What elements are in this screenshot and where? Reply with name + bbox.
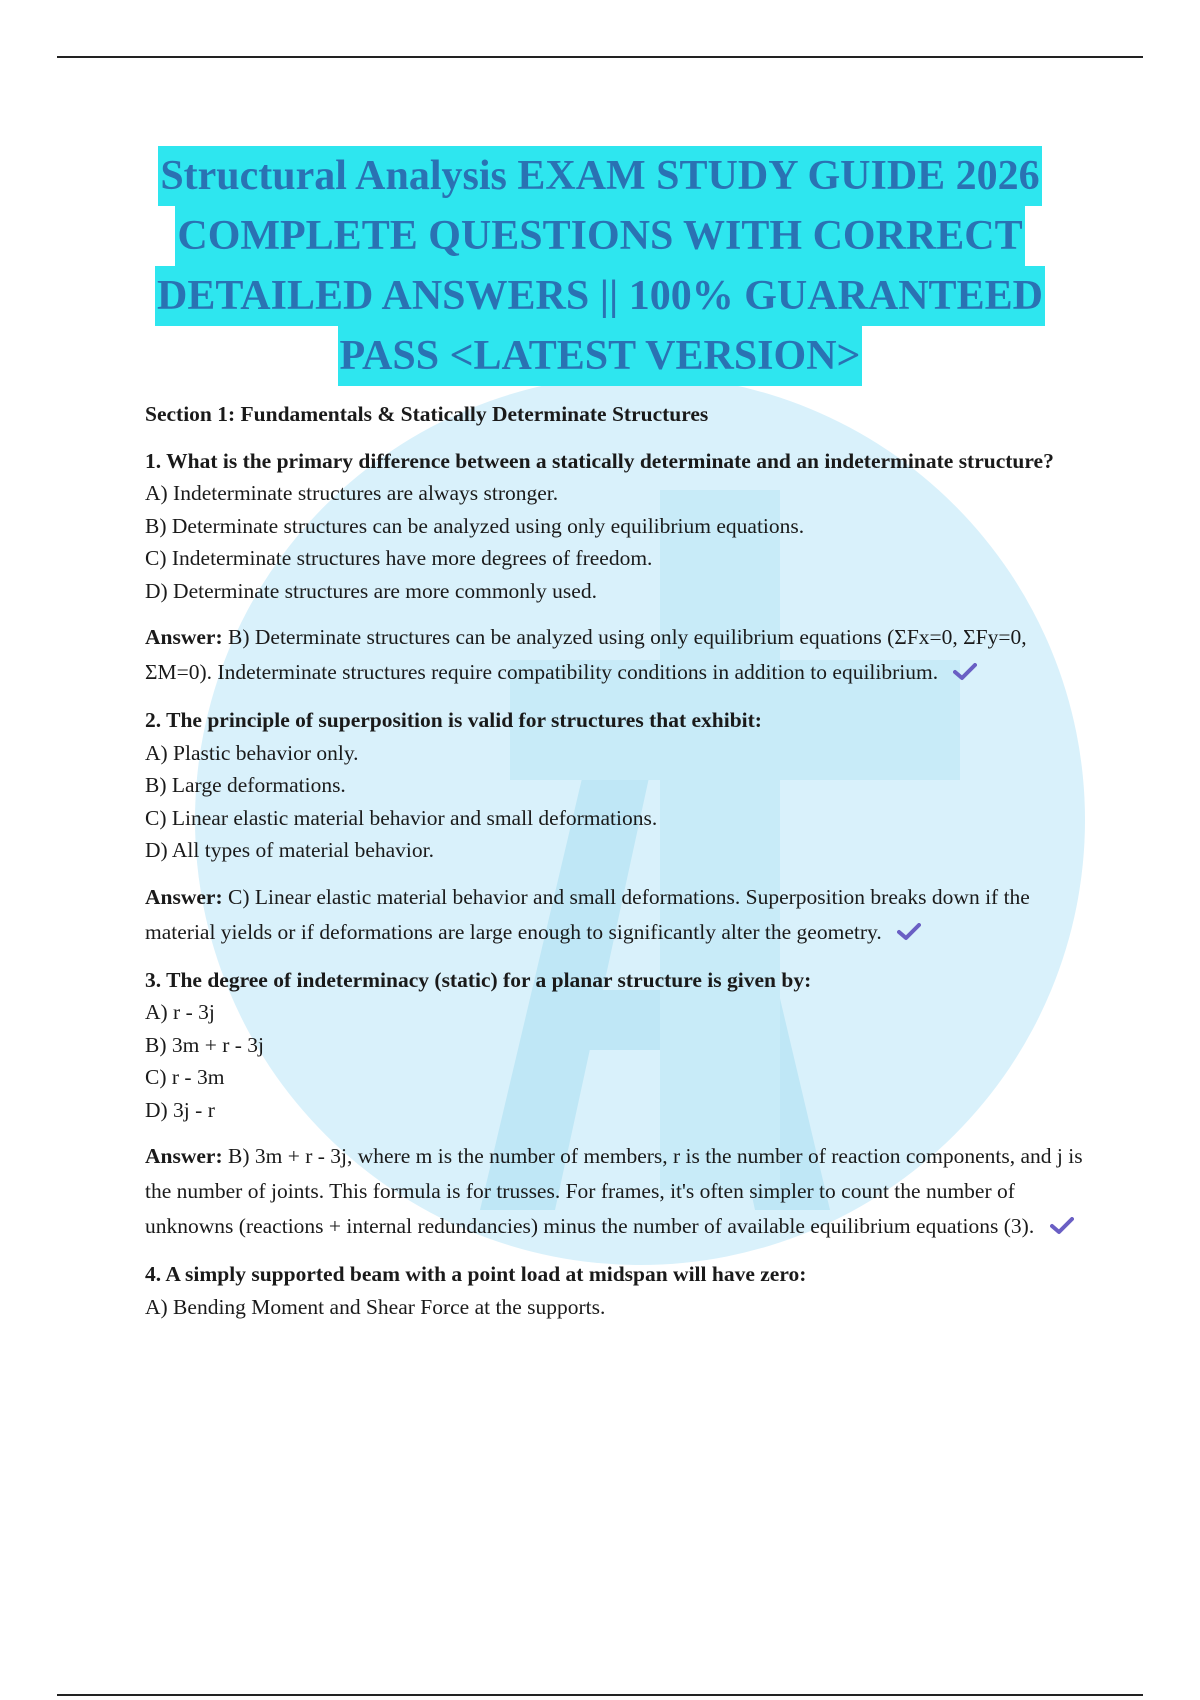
check-icon bbox=[1050, 1217, 1074, 1235]
answer-option: B) 3m + r - 3j bbox=[145, 1032, 265, 1057]
question-block bbox=[145, 445, 1090, 691]
answer-option: D) All types of material behavior. bbox=[145, 838, 434, 862]
answer-option: C) r - 3m bbox=[145, 1065, 225, 1089]
answer-paragraph bbox=[145, 1139, 1090, 1244]
check-icon bbox=[953, 663, 977, 681]
answer-option: B) Large deformations. bbox=[145, 773, 346, 797]
question-block bbox=[145, 964, 1090, 1245]
answer-label: Answer: bbox=[145, 884, 223, 909]
answer-option: C) Indeterminate structures have more degrees of freedom. bbox=[145, 546, 653, 570]
answer-option: C) Linear elastic material behavior and small deformations. bbox=[145, 805, 658, 830]
answer-label: Answer: bbox=[145, 1144, 223, 1168]
check-icon bbox=[897, 923, 921, 941]
answer-text: C) Linear elastic material behavior and small deformations. Superposition breaks down if the material yields or if deformations are large enough to significantly alter the geometry. bbox=[145, 884, 1030, 944]
title-line: Structural Analysis EXAM STUDY GUIDE 2026 bbox=[158, 146, 1041, 206]
bottom-rule bbox=[57, 1694, 1143, 1696]
question-text: 3. The degree of indeterminacy (static) for a planar structure is given by: bbox=[145, 967, 812, 992]
answer-option: A) r - 3j bbox=[145, 1000, 215, 1024]
section-heading: Section 1: Fundamentals & Statically Determinate Structures bbox=[145, 402, 709, 426]
answer-option: A) Indeterminate structures are always stronger. bbox=[145, 481, 559, 505]
title-line: DETAILED ANSWERS || 100% GUARANTEED bbox=[155, 266, 1045, 326]
answer-option: A) Plastic behavior only. bbox=[145, 740, 359, 765]
top-rule bbox=[57, 56, 1143, 58]
answer-text: B) 3m + r - 3j, where m is the number of members, r is the number of reaction components, and j is the number of joints. This formula is for trusses. For frames, it's often simpler to count the number of unknowns (reactions + internal redundancies) minus the number of available equilibrium equations (3). bbox=[145, 1144, 1083, 1238]
document-title bbox=[100, 146, 1100, 386]
question-block bbox=[145, 1258, 1090, 1323]
question-text: 2. The principle of superposition is valid for structures that exhibit: bbox=[145, 708, 762, 732]
title-line: PASS <LATEST VERSION> bbox=[338, 326, 863, 386]
question-text: 4. A simply supported beam with a point load at midspan will have zero: bbox=[145, 1262, 807, 1286]
answer-option: D) 3j - r bbox=[145, 1097, 215, 1122]
answer-paragraph bbox=[145, 620, 1090, 690]
answer-option: B) Determinate structures can be analyzed using only equilibrium equations. bbox=[145, 513, 805, 538]
answer-text: B) Determinate structures can be analyzed using only equilibrium equations (ΣFx=0, ΣFy=0, ΣM=0). Indeterminate structures require compatibility conditions in addition to equilibrium. bbox=[145, 625, 1027, 684]
question-text: 1. What is the primary difference between a statically determinate and an indeterminate structure? bbox=[145, 448, 1054, 473]
answer-paragraph bbox=[145, 880, 1090, 950]
document-body bbox=[145, 398, 1090, 1337]
answer-label: Answer: bbox=[145, 625, 223, 649]
answer-option: A) Bending Moment and Shear Force at the supports. bbox=[145, 1294, 606, 1319]
title-line: COMPLETE QUESTIONS WITH CORRECT bbox=[175, 206, 1024, 266]
answer-option: D) Determinate structures are more commonly used. bbox=[145, 578, 597, 603]
question-block bbox=[145, 704, 1090, 950]
